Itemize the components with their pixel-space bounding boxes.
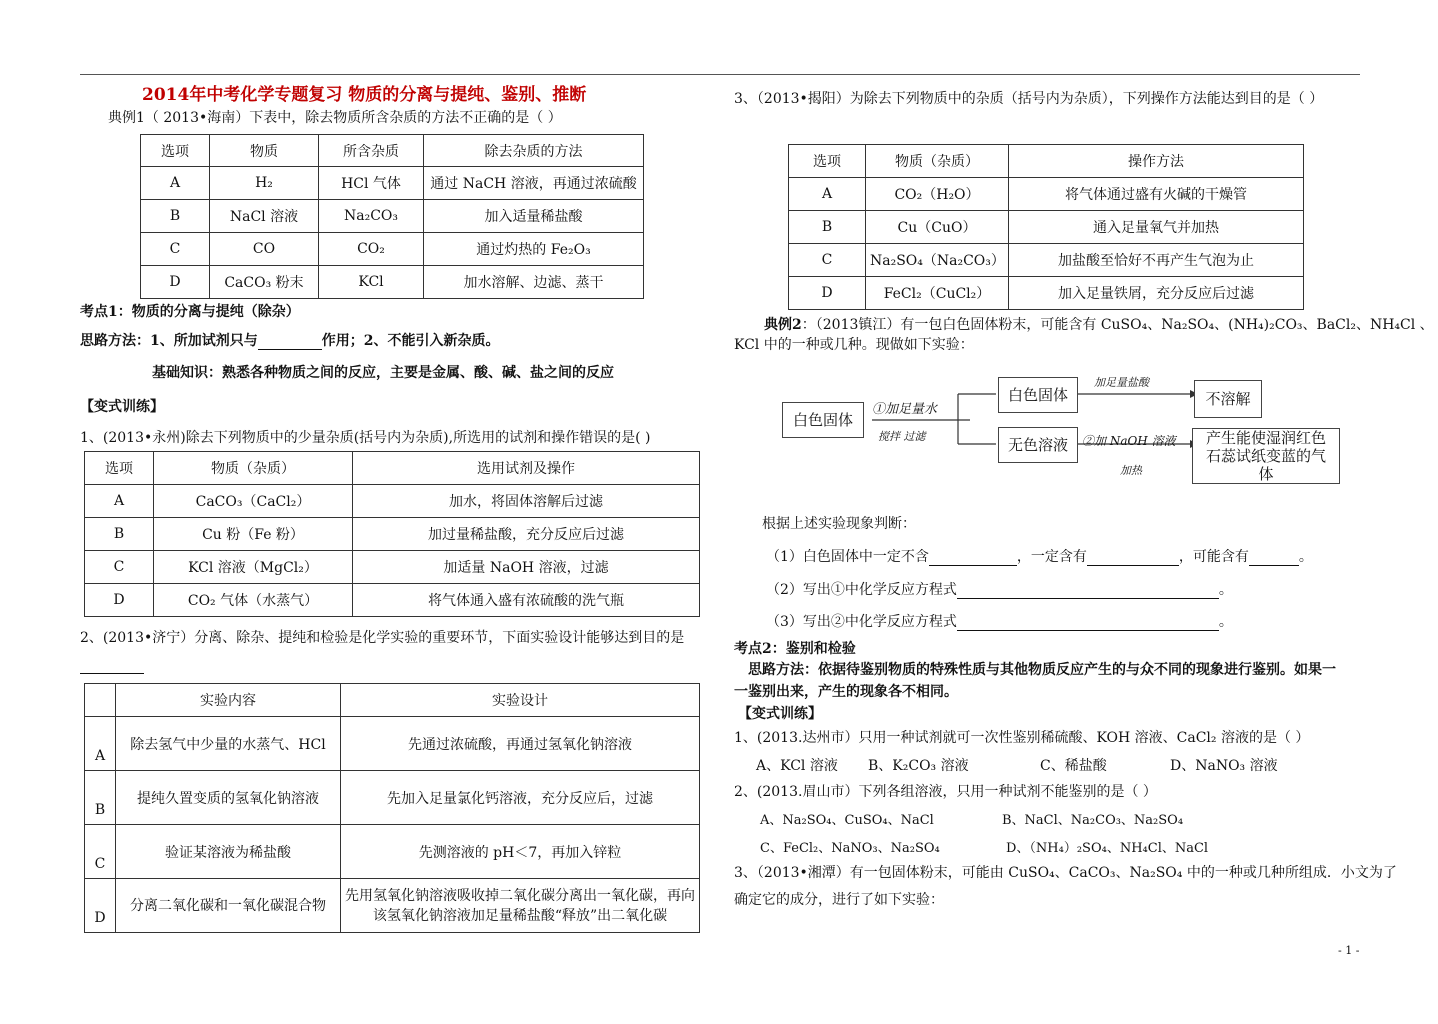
example1-label: 典例1（ 2013•海南）下表中，除去物质所含杂质的方法不正确的是（ ） bbox=[108, 110, 562, 126]
table-row: D FeCl₂（CuCl₂） 加入足量铁屑，充分反应后过滤 bbox=[789, 277, 1304, 310]
question-1-label: 1、(2013•永州)除去下列物质中的少量杂质(括号内为杂质),所选用的试剂和操作错误的是( ) bbox=[80, 430, 651, 446]
answer-blank[interactable] bbox=[957, 584, 1219, 599]
variant-training-1: 【变式训练】 bbox=[80, 399, 164, 415]
answer-blank-q2[interactable] bbox=[80, 658, 144, 674]
table-row: B 提纯久置变质的氢氧化钠溶液 先加入足量氯化钙溶液，充分反应后，过滤 bbox=[85, 771, 700, 825]
example2-line1: 典例2：（2013镇江）有一包白色固体粉末，可能含有 CuSO₄、Na₂SO₄、(NH₄)₂CO₃、BaCl₂、NH₄Cl 、 bbox=[764, 317, 1434, 333]
variant-q1-option-d: D、NaNO₃ 溶液 bbox=[1170, 758, 1278, 774]
table-row: D CO₂ 气体（水蒸气） 将气体通入盛有浓硫酸的洗气瓶 bbox=[85, 584, 700, 617]
table-header-row: 选项 物质（杂质） 操作方法 bbox=[789, 145, 1304, 178]
method-2-line1: 思路方法：依据待鉴别物质的特殊性质与其他物质反应产生的与众不同的现象进行鉴别。如果一 bbox=[748, 662, 1336, 678]
example1-table bbox=[140, 134, 644, 299]
white-solid-box: 白色固体 bbox=[782, 402, 864, 438]
variant-q1-option-b: B、K₂CO₃ 溶液 bbox=[868, 758, 969, 774]
variant-q2-option-c: C、FeCl₂、NaNO₃、Na₂SO₄ bbox=[760, 841, 940, 856]
table-row: C 验证某溶液为稀盐酸 先测溶液的 pH＜7，再加入锌粒 bbox=[85, 825, 700, 879]
table-row: A CaCO₃（CaCl₂） 加水，将固体溶解后过滤 bbox=[85, 485, 700, 518]
answer-blank[interactable] bbox=[929, 551, 1017, 566]
question-1-table bbox=[84, 451, 700, 617]
variant-training-2: 【变式训练】 bbox=[738, 706, 822, 722]
table-header-row: 实验内容 实验设计 bbox=[85, 684, 700, 717]
table-header-row: 选项 物质（杂质） 选用试剂及操作 bbox=[85, 452, 700, 485]
colorless-solution-box: 无色溶液 bbox=[998, 427, 1078, 463]
answer-blank[interactable] bbox=[258, 335, 322, 350]
table-row: D CaCO₃ 粉末 KCl 加水溶解、边滤、蒸干 bbox=[141, 266, 644, 299]
basic-knowledge: 基础知识：熟悉各种物质之间的反应，主要是金属、酸、碱、盐之间的反应 bbox=[152, 365, 614, 381]
variant-q2-option-a: A、Na₂SO₄、CuSO₄、NaCl bbox=[760, 813, 934, 828]
step1-label: ①加足量水 bbox=[872, 402, 938, 417]
judge-q2: （2）写出①中化学反应方程式 。 bbox=[766, 582, 1233, 598]
page-number: - 1 - bbox=[1338, 944, 1360, 957]
variant-q3-line1: 3、（2013•湘潭）有一包固体粉末，可能由 CuSO₄、CaCO₃、Na₂SO₄ 中的一种或几种所组成．小文为了 bbox=[734, 865, 1397, 881]
answer-blank[interactable] bbox=[957, 616, 1219, 631]
method-1: 思路方法：1、所加试剂只与 作用；2、不能引入新杂质。 bbox=[80, 333, 500, 349]
judge-q1: （1）白色固体中一定不含 ，一定含有 ，可能含有 。 bbox=[766, 549, 1313, 565]
table-row: A CO₂（H₂O） 将气体通过盛有火碱的干燥管 bbox=[789, 178, 1304, 211]
answer-blank[interactable] bbox=[1249, 551, 1299, 566]
table-row: A H₂ HCl 气体 通过 NaCH 溶液，再通过浓硫酸 bbox=[141, 167, 644, 200]
variant-q1-option-a: A、KCl 溶液 bbox=[756, 758, 838, 774]
step2-label: ②加 NaOH 溶液 bbox=[1082, 434, 1176, 448]
table-row: B Cu（CuO） 通入足量氧气并加热 bbox=[789, 211, 1304, 244]
step1b-label: 搅拌 过滤 bbox=[878, 430, 926, 443]
variant-q2: 2、(2013.眉山市）下列各组溶液，只用一种试剂不能鉴别的是（ ） bbox=[734, 784, 1157, 800]
judge-label: 根据上述实验现象判断： bbox=[762, 516, 916, 532]
answer-blank[interactable] bbox=[1087, 551, 1179, 566]
table-row: C KCl 溶液（MgCl₂） 加适量 NaOH 溶液，过滤 bbox=[85, 551, 700, 584]
judge-q3: （3）写出②中化学反应方程式 。 bbox=[766, 614, 1233, 630]
question-2-table bbox=[84, 683, 700, 933]
key-point-2: 考点2：鉴别和检验 bbox=[734, 641, 856, 657]
variant-q2-option-b: B、NaCl、Na₂CO₃、Na₂SO₄ bbox=[1002, 813, 1184, 828]
question-3-table bbox=[788, 144, 1304, 310]
table-row: B NaCl 溶液 Na₂CO₃ 加入适量稀盐酸 bbox=[141, 200, 644, 233]
table-row: C Na₂SO₄（Na₂CO₃） 加盐酸至恰好不再产生气泡为止 bbox=[789, 244, 1304, 277]
white-solid-box-2: 白色固体 bbox=[998, 377, 1078, 413]
table-row: D 分离二氧化碳和一氧化碳混合物 先用氢氧化钠溶液吸收掉二氧化碳分离出一氧化碳，再向该氢氧化钠溶液加足量稀盐酸“释放”出二氧化碳 bbox=[85, 879, 700, 933]
example2-line2: KCl 中的一种或几种。现做如下实验： bbox=[734, 337, 974, 353]
key-point-1: 考点1：物质的分离与提纯（除杂） bbox=[80, 304, 300, 320]
insoluble-box: 不溶解 bbox=[1194, 380, 1262, 418]
page-title: 2014年中考化学专题复习 物质的分离与提纯、鉴别、推断 bbox=[142, 85, 587, 105]
variant-q3-line2: 确定它的成分，进行了如下实验： bbox=[734, 892, 944, 908]
table-header-row: 选项 物质 所含杂质 除去杂质的方法 bbox=[141, 135, 644, 167]
variant-q2-option-d: D、（NH₄）₂SO₄、NH₄Cl、NaCl bbox=[1006, 841, 1209, 856]
question-2-label: 2、(2013•济宁）分离、除杂、提纯和检验是化学实验的重要环节，下面实验设计能够达到目的是 bbox=[80, 630, 685, 646]
question-3-label: 3、（2013•揭阳）为除去下列物质中的杂质（括号内为杂质），下列操作方法能达到目的是（ ） bbox=[734, 91, 1324, 107]
table-row: B Cu 粉（Fe 粉） 加过量稀盐酸，充分反应后过滤 bbox=[85, 518, 700, 551]
heat-label: 加热 bbox=[1120, 464, 1142, 477]
table-row: C CO CO₂ 通过灼热的 Fe₂O₃ bbox=[141, 233, 644, 266]
table-row: A 除去氢气中少量的水蒸气、HCl 先通过浓硫酸，再通过氢氧化钠溶液 bbox=[85, 717, 700, 771]
gas-result-box: 产生能使湿润红色石蕊试纸变蓝的气体 bbox=[1192, 428, 1340, 484]
variant-q1: 1、(2013.达州市）只用一种试剂就可一次性鉴别稀硫酸、KOH 溶液、CaCl₂ 溶液的是（ ） bbox=[734, 730, 1310, 746]
add-hcl-label: 加足量盐酸 bbox=[1094, 376, 1149, 389]
variant-q1-option-c: C、稀盐酸 bbox=[1040, 758, 1107, 774]
method-2-line2: 一鉴别出来，产生的现象各不相同。 bbox=[734, 684, 958, 700]
top-rule bbox=[80, 74, 1360, 75]
